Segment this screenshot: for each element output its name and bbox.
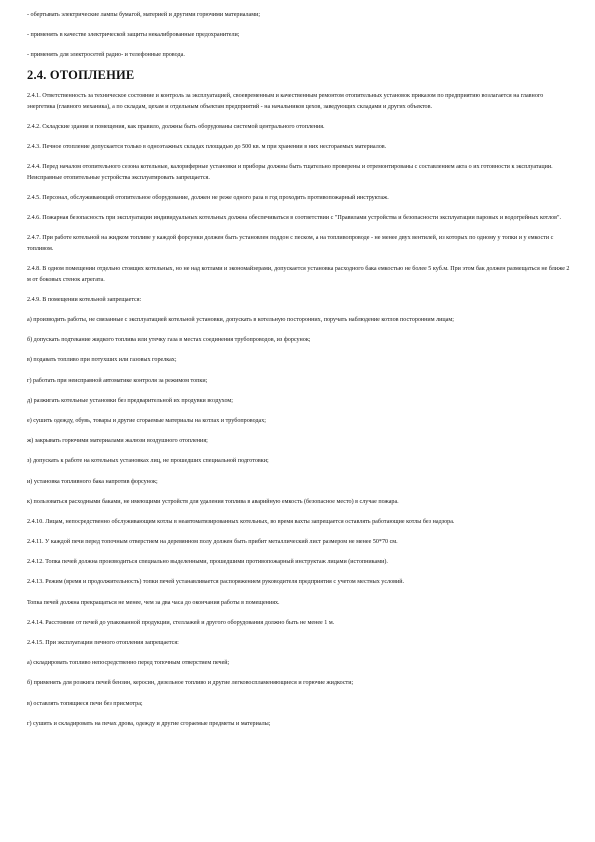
intro-item: - применять в качестве электрической защиты некалиброванные предохранители; <box>27 32 240 39</box>
paragraph: 2.4.1. Ответственность за техническое состояние и контроль за эксплуатацией, своевременным и качественным ремонтом отопительных установок приказом по предприятию возлагается на главного энергетика (главного механика), а по складам, цехам и отдельным объектам предприятий - на начальников цехов, заведующих складами и других объектов. <box>27 92 544 110</box>
paragraph: 2.4.9. В помещении котельной запрещается: <box>27 296 142 303</box>
paragraph: 2.4.15. При эксплуатации печного отопления запрещается: <box>27 640 179 647</box>
paragraph: 2.4.13. Режим (время и продолжительность) топки печей устанавливается распоряжением руководителя предприятия с учетом местных условий. <box>27 579 405 586</box>
list-item: б) применять для розжига печей бензин, керосин, дизельное топливо и другие легковоспламеняющиеся и горючие жидкости; <box>27 680 354 687</box>
paragraph: 2.4.11. У каждой печи перед топочным отверстием на деревянном полу должен быть прибит металлический лист размером не менее 50*70 см. <box>27 539 398 546</box>
paragraph: 2.4.4. Перед началом отопительного сезона котельные, калориферные установки и приборы должны быть тщательно проверены и отремонтированы с составлением акта о их готовности к эксплуатации. Неисправные отопительные устройства эксплуатировать запрещается. <box>27 164 553 181</box>
paragraph: 2.4.12. Топка печей должна производиться специально выделенными, прошедшими противопожарный инструктаж лицами (истопниками). <box>27 559 388 566</box>
list-item: в) подавать топливо при потухших или газовых горелках; <box>27 357 177 364</box>
list-item: г) сушить и складировать на печах дрова, одежду и другие сгораемые предметы и материалы; <box>27 720 271 727</box>
paragraph: 2.4.2. Складские здания и помещения, как правило, должны быть оборудованы системой центрального отопления. <box>27 123 325 130</box>
list-item: а) складировать топливо непосредственно перед топочным отверстием печей; <box>27 660 230 667</box>
paragraph: 2.4.7. При работе котельной на жидком топливе у каждой форсунки должен быть установлен поддон с песком, а на топливопроводе - не менее двух вентилей, из которых по одному у топки и у емкости с топливом. <box>27 235 554 252</box>
list-item: а) производить работы, не связанные с эксплуатацией котельной установки, допускать в котельную посторонних, поручать наблюдение котлов посторонним лицам; <box>27 317 454 324</box>
intro-item: - применять для электросетей радио- и телефонные провода. <box>27 52 185 59</box>
document-page <box>27 10 573 739</box>
list-item: к) пользоваться расходными баками, не имеющими устройств для удаления топлива в аварийную емкость (безопасное место) в случае пожара. <box>27 498 399 505</box>
section-heading: 2.4. ОТОПЛЕНИЕ <box>27 67 135 82</box>
list-item: д) разжигать котельные установки без предварительной их продувки воздухом; <box>27 397 233 404</box>
list-item: з) допускать к работе на котельных установках лиц, не прошедших специальной подготовки; <box>27 458 269 465</box>
list-item: и) установка топливного бака напротив форсунок; <box>27 478 158 485</box>
paragraph: 2.4.10. Лицам, непосредственно обслуживающим котлы в неавтоматизированных котельных, во время вахты запрещается оставлять работающие котлы без надзора. <box>27 518 455 525</box>
list-item: е) сушить одежду, обувь, товары и другие сгораемые материалы на котлах и трубопроводах; <box>27 417 266 424</box>
paragraph: Топка печей должна прекращаться не менее, чем за два часа до окончания работы в помещениях. <box>27 599 280 606</box>
paragraph: 2.4.14. Расстояние от печей до упакованной продукции, стеллажей и другого оборудования должно быть не менее 1 м. <box>27 619 335 626</box>
list-item: б) допускать подтекание жидкого топлива или утечку газа в местах соединения трубопроводов, из форсунок; <box>27 337 311 344</box>
intro-list <box>27 10 573 61</box>
section-body <box>27 91 573 729</box>
intro-item: - обертывать электрические лампы бумагой, материей и другими горючими материалами; <box>27 12 261 18</box>
paragraph: 2.4.5. Персонал, обслуживающий отопительное оборудование, должен не реже одного раза в год проходить противопожарный инструктаж. <box>27 194 389 201</box>
list-item: в) оставлять топящиеся печи без присмотра; <box>27 700 143 707</box>
paragraph: 2.4.6. Пожарная безопасность при эксплуатации индивидуальных котельных должна обеспечиваться в соответствии с "Правилами устройства и безопасности эксплуатации паровых и водогрейных котлов". <box>27 215 562 222</box>
list-item: ж) закрывать горючими материалами жалюзи воздушного отопления; <box>27 438 208 445</box>
list-item: г) работать при неисправной автоматике контроля за режимом топки; <box>27 377 208 384</box>
paragraph: 2.4.8. В одном помещении отдельно стоящих котельных, но не над котлами и экономайзерами, допускается установка расходного бака емкостью не более 5 куб.м. При этом бак должен размещаться не ближе 2 м от боковых стенок агрегата. <box>27 266 570 283</box>
paragraph: 2.4.3. Печное отопление допускается только в одноэтажных складах площадью до 500 кв. м при хранении в них несгораемых материалов. <box>27 143 387 150</box>
